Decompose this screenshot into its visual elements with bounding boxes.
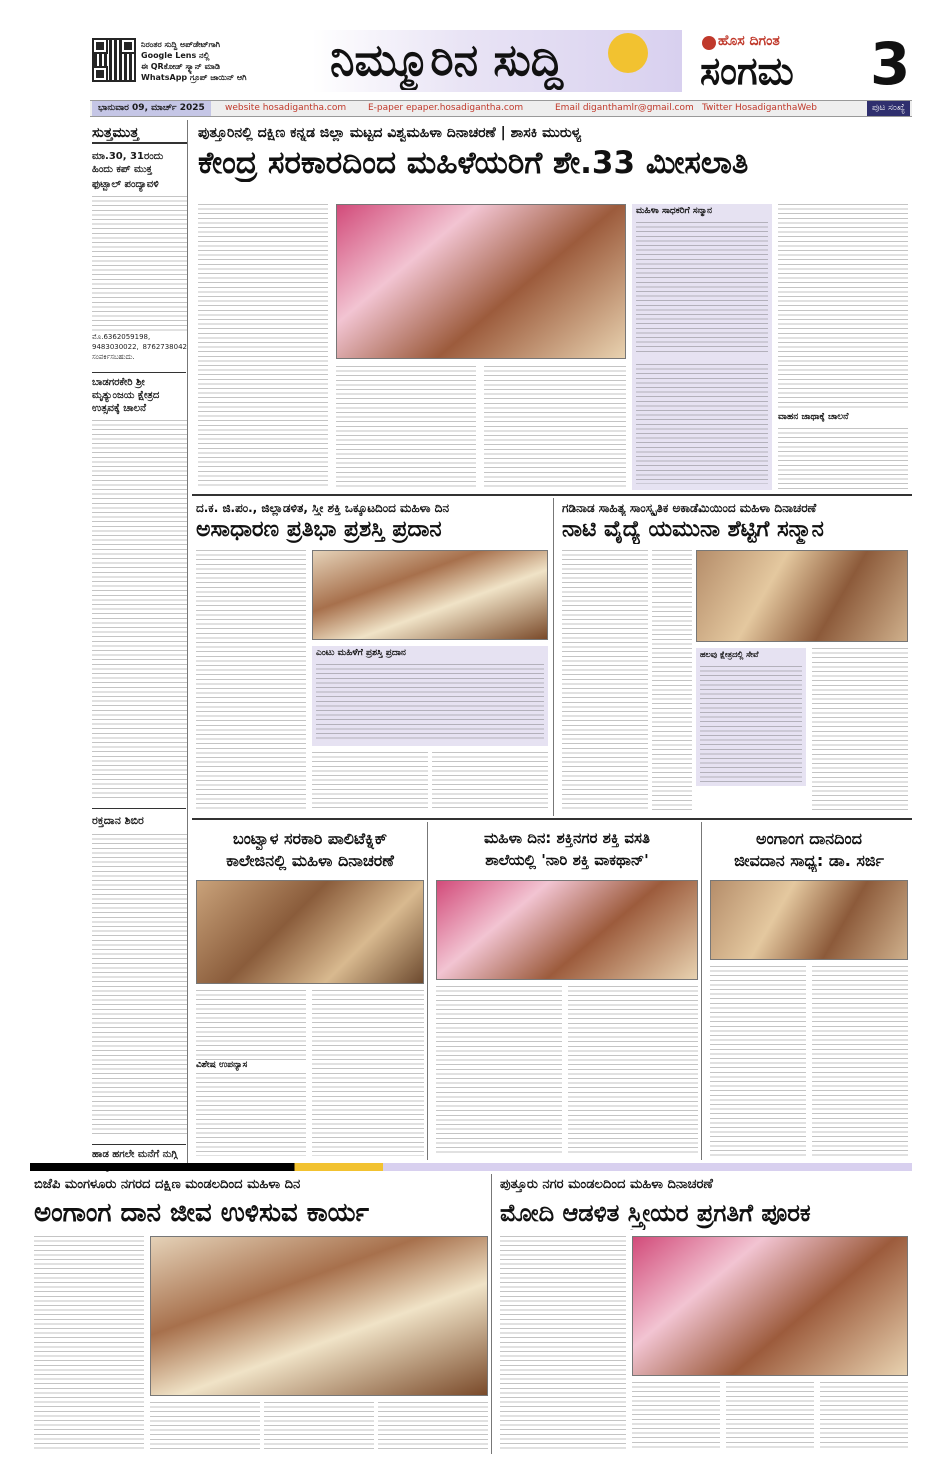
bottom-right-headline: ಮೋದಿ ಆಡಳಿತ ಸ್ತ್ರೀಯರ ಪ್ರಗತಿಗೆ ಪೂರಕ [500,1199,811,1227]
lead-body [778,428,908,490]
mid-left-headline: ಅಸಾಧಾರಣ ಪ್ರತಿಭಾ ಪ್ರಶಸ್ತಿ ಪ್ರದಾನ [196,517,442,542]
brief-title: ಮಾ.30, 31ರಂದು ಹಿಂದು ಕಪ್ ಮುಕ್ತ [92,151,164,175]
issue-date: ಭಾನುವಾರ 09, ಮಾರ್ಚ್ 2025 [92,101,211,116]
brief-subtitle: ಫುಟ್ಬಾಲ್ ಪಂದ್ಯಾವಳಿ [92,179,159,190]
third-row-story-2 [432,822,702,1160]
story-body [312,990,424,1156]
masthead [0,0,945,113]
bottom-left-body [264,1402,374,1450]
page-number: 3 [870,32,911,96]
lead-sidebar [632,204,772,490]
bottom-band [30,1163,912,1171]
mid-right-body [562,550,648,812]
brief-contacts: ಮೊ.6362059198, 9483030022, 8762738042 ಸಂಪರ್ಕಿಸಬಹುದು. [92,333,187,361]
twitter-link[interactable]: Twitter HosadiganthaWeb [702,103,818,113]
lead-photo [336,204,626,359]
story-photo [710,880,908,960]
sidebar-body [636,222,768,354]
divider [192,494,912,496]
brand-name: ಹೊಸ ದಿಗಂತ [718,33,780,49]
bottom-left-story [30,1174,492,1454]
sidebar-body [636,364,768,484]
mid-right-story [558,498,912,816]
mid-right-body [652,550,692,598]
bottom-right-photo [632,1236,908,1376]
story-photo [196,880,424,984]
story-body [436,986,562,1156]
lead-body [198,204,328,489]
lead-kicker: ಪುತ್ತೂರಿನಲ್ಲಿ ದಕ್ಷಿಣ ಕನ್ನಡ ಜಿಲ್ಲಾ ಮಟ್ಟದ ವಿಶ್ವಮಹಿಳಾ ದಿನಾಚರಣೆ | ಶಾಸಕಿ ಮುರುಳ್ಯ [198,125,582,141]
epaper-link[interactable]: E-paper epaper.hosadigantha.com [368,103,524,113]
story-subhead: ವಿಶೇಷ ಉಪನ್ಯಾಸ [196,1060,306,1070]
story-body [812,966,908,1156]
bottom-right-story [496,1174,912,1454]
bottom-left-body [150,1402,260,1450]
promo-line: ನಿರಂತರ ಸುದ್ದಿ ಅಪ್‌ಡೇಟ್‌ಗಾಗಿ [141,40,221,49]
story-headline: ಬಂಟ್ವಾಳ ಸರಕಾರಿ ಪಾಲಿಟೆಕ್ನಿಕ್ [232,829,388,848]
website-link[interactable]: website hosadigantha.com [225,103,347,113]
brief-title: ರಕ್ತದಾನ ಶಿಬಿರ [92,814,144,827]
promo-line: ಈ QRಕೋಡ್ ಸ್ಕ್ಯಾನ್ ಮಾಡಿ [141,62,221,71]
brief-body [92,196,187,332]
lead-story [192,120,912,490]
bottom-left-kicker: ಬಿಜೆಪಿ ಮಂಗಳೂರು ನಗರದ ದಕ್ಷಿಣ ಮಂಡಲದಿಂದ ಮಹಿಳಾ ದಿನ [34,1177,301,1192]
lead-subhead: ವಾಹನ ಜಾಥಾಕ್ಕೆ ಚಾಲನೆ [778,412,849,422]
bottom-left-headline: ಅಂಗಾಂಗ ದಾನ ಜೀವ ಉಳಿಸುವ ಕಾರ್ಯ [34,1198,369,1228]
mid-left-story [192,498,554,816]
mid-left-kicker: ದ.ಕ. ಜಿ.ಪಂ., ಜಿಲ್ಲಾಡಳಿತ, ಸ್ತ್ರೀ ಶಕ್ತಿ ಒಕ್ಕೂಟದಿಂದ ಮಹಿಳಾ ದಿನ [196,501,450,515]
box-body [700,666,802,782]
story-photo [436,880,698,980]
mid-left-body [196,550,306,812]
lead-body [336,366,476,490]
qr-code[interactable] [92,38,136,82]
bottom-left-photo [150,1236,488,1396]
mid-left-box [312,646,548,746]
story-body [710,966,806,1156]
lead-headline: ಕೇಂದ್ರ ಸರಕಾರದಿಂದ ಮಹಿಳೆಯರಿಗೆ ಶೇ.33 ಮೀಸಲಾತಿ [198,145,749,181]
mid-right-body [812,648,908,812]
mid-right-photo [696,550,908,642]
brief-body [92,420,187,800]
third-row-story-1 [192,822,428,1160]
box-body [316,664,544,742]
story-headline: ಅಂಗಾಂಗ ದಾನದಿಂದ [756,829,862,848]
box-title: ಹಲವು ಕ್ಷೇತ್ರದಲ್ಲಿ ಸೇವೆ [700,650,759,659]
mid-right-box [696,648,806,786]
brief-title: ಹಾಡ ಹಗಲೇ ಮನೆಗೆ ನುಗ್ಗಿ [92,1149,178,1160]
qr-promo [141,39,311,83]
bottom-right-body [500,1236,626,1450]
mid-right-body [652,602,692,812]
mid-left-photo [312,550,548,640]
divider [192,818,912,820]
sidebar-title: ಮಹಿಳಾ ಸಾಧಕರಿಗೆ ಸನ್ಮಾನ [636,206,713,216]
third-row-story-3 [706,822,912,1160]
story-headline: ಮಹಿಳಾ ದಿನ: ಶಕ್ತಿನಗರ ಶಕ್ತಿ ವಸತಿ [484,829,650,847]
supplement-name: ಸಂಗಮ [700,49,794,93]
promo-line: Google Lens ನಲ್ಲಿ [141,51,210,60]
brief-title: ಬಾಡಗರಕೇರಿ ಶ್ರೀ ಮೃತ್ಯುಂಜಯ ಕ್ಷೇತ್ರದ ಉತ್ಸವಕ್ಕೆ ಚಾಲನೆ [92,377,160,414]
bottom-right-body [726,1382,814,1450]
mid-left-body [312,752,428,812]
divider [92,808,186,809]
story-headline: ಶಾಲೆಯಲ್ಲಿ 'ನಾರಿ ಶಕ್ತಿ ವಾಕಥಾನ್' [485,851,649,869]
bottom-right-body [820,1382,908,1450]
lead-body [778,204,908,409]
story-body [568,986,698,1156]
bottom-left-body [34,1236,144,1450]
masthead-title: ನಿಮ್ಮೂರಿನ ಸುದ್ದಿ [330,35,564,86]
bottom-left-body [378,1402,488,1450]
bottom-right-body [632,1382,720,1450]
lead-body [484,366,626,490]
box-title: ಎಂಟು ಮಹಿಳೆಗೆ ಪ್ರಶಸ್ತಿ ಪ್ರದಾನ [316,648,406,658]
divider [92,372,186,373]
brief-body [92,834,187,1136]
mid-right-kicker: ಗಡಿನಾಡ ಸಾಹಿತ್ಯ ಸಾಂಸ್ಕೃತಿಕ ಅಕಾಡೆಮಿಯಿಂದ ಮಹಿಳಾ ದಿನಾಚರಣೆ [562,501,817,515]
promo-line: WhatsApp ಗ್ರೂಪ್ ಜಾಯಿನ್ ಆಗಿ [141,73,247,82]
email-link[interactable]: Email diganthamlr@gmail.com [555,103,694,113]
mid-left-body [432,752,548,812]
edition-label: ಪುಟ ಸಂಖ್ಯೆ [867,101,910,116]
story-headline: ಜೀವದಾನ ಸಾಧ್ಯ: ಡಾ. ಸರ್ಜಿ [734,851,884,870]
bottom-right-kicker: ಪುತ್ತೂರು ನಗರ ಮಂಡಲದಿಂದ ಮಹಿಳಾ ದಿನಾಚರಣೆ [500,1177,713,1192]
story-headline: ಕಾಲೇಜಿನಲ್ಲಿ ಮಹಿಳಾ ದಿನಾಚರಣೆ [226,851,394,870]
info-bar [90,100,912,117]
mid-right-headline: ನಾಟಿ ವೈದ್ಯೆ ಯಮುನಾ ಶೆಟ್ಟಿಗೆ ಸನ್ಮಾನ [562,517,824,542]
divider [92,1144,186,1145]
story-body [196,990,306,1156]
section-label: ಸುತ್ತಮುತ್ತ [92,124,187,144]
left-column [90,120,188,1170]
